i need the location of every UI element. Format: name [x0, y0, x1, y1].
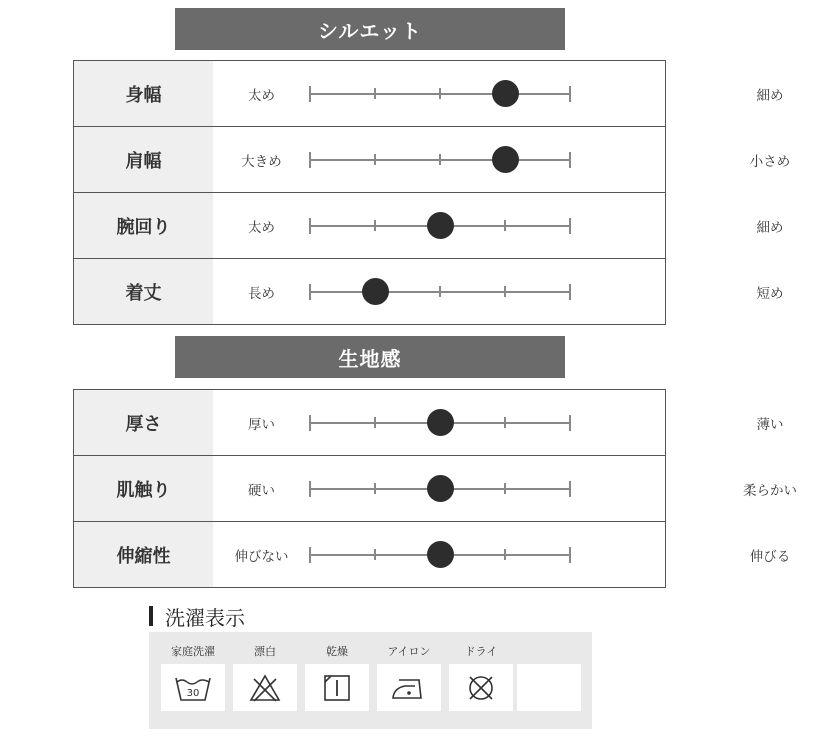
attribute-scale	[213, 390, 784, 455]
scale-tick	[569, 415, 571, 431]
care-title	[149, 603, 245, 629]
care-title-bar	[149, 606, 153, 626]
scale-tick	[309, 284, 311, 300]
scale-right-term: 小さめ	[749, 153, 791, 170]
attribute-scale	[213, 127, 791, 192]
scale-marker	[427, 212, 454, 239]
scale-tick	[569, 481, 571, 497]
scale-tick	[374, 549, 376, 560]
care-label: 家庭洗濯	[171, 645, 215, 658]
care-symbol-box	[517, 664, 581, 711]
silhouette-header	[175, 8, 565, 50]
scale-tick	[504, 286, 506, 297]
scale-marker	[427, 541, 454, 568]
scale-tick	[569, 86, 571, 102]
attribute-scale	[213, 61, 784, 126]
scale-tick	[374, 483, 376, 494]
scale-left-term: 大きめ	[241, 153, 282, 170]
attribute-label: 伸縮性	[74, 522, 213, 587]
scale-tick	[439, 154, 441, 165]
scale-tick	[309, 481, 311, 497]
scale-tick	[504, 220, 506, 231]
attribute-label: 肩幅	[74, 127, 213, 192]
scale-tick	[309, 86, 311, 102]
care-symbol-box	[377, 664, 441, 711]
attribute-scale	[213, 456, 797, 521]
scale-right-term: 細め	[756, 87, 784, 104]
scale-left-term: 太め	[248, 219, 275, 236]
scale-right-term: 柔らかい	[743, 482, 797, 499]
scale-tick	[374, 88, 376, 99]
attribute-row	[74, 61, 784, 127]
texture-header	[175, 336, 565, 378]
scale-marker	[427, 475, 454, 502]
scale-left-term: 長め	[248, 285, 275, 302]
scale-tick	[374, 154, 376, 165]
scale-tick	[439, 286, 441, 297]
silhouette-title: シルエット	[317, 18, 423, 43]
attribute-row	[74, 127, 791, 193]
scale-tick	[309, 218, 311, 234]
attribute-label: 着丈	[74, 259, 213, 324]
no-bleach-icon	[248, 673, 282, 703]
attribute-label: 身幅	[74, 61, 213, 126]
scale-tick	[504, 483, 506, 494]
care-symbol-box	[161, 664, 225, 711]
scale-right-term: 短め	[756, 285, 784, 302]
texture-table	[73, 389, 797, 588]
scale-left-term: 硬い	[248, 482, 275, 499]
attribute-scale	[213, 259, 784, 324]
attribute-label: 厚さ	[74, 390, 213, 455]
attribute-scale	[213, 522, 791, 587]
care-label: ドライ	[464, 645, 498, 658]
attribute-label: 腕回り	[74, 193, 213, 258]
care-title-text: 洗濯表示	[165, 605, 245, 630]
scale-tick	[569, 218, 571, 234]
care-symbol-box	[233, 664, 297, 711]
wash-temp: 30	[186, 687, 200, 699]
scale-tick	[309, 415, 311, 431]
care-panel	[149, 632, 592, 729]
attribute-row	[74, 259, 784, 325]
silhouette-table	[73, 60, 791, 325]
hang-dry-icon	[322, 673, 352, 703]
scale-right-term: 薄い	[756, 416, 784, 433]
attribute-scale	[213, 193, 784, 258]
no-dry-clean-icon	[465, 672, 497, 704]
texture-title: 生地感	[338, 346, 402, 371]
wash-tub-30-icon	[173, 672, 213, 704]
care-symbol-box	[305, 664, 369, 711]
scale-tick	[569, 152, 571, 168]
scale-tick	[309, 152, 311, 168]
scale-left-term: 伸びない	[234, 548, 289, 565]
scale-right-term: 細め	[756, 219, 784, 236]
scale-left-term: 太め	[248, 87, 275, 104]
scale-tick	[374, 417, 376, 428]
scale-right-term: 伸びる	[749, 548, 791, 565]
attribute-row	[74, 456, 797, 522]
scale-marker	[492, 80, 519, 107]
scale-tick	[309, 547, 311, 563]
care-label: アイロン	[387, 645, 431, 658]
scale-marker	[362, 278, 389, 305]
attribute-row	[74, 390, 784, 456]
iron-low-icon	[389, 674, 429, 702]
attribute-label: 肌触り	[74, 456, 213, 521]
care-label: 乾燥	[326, 645, 348, 658]
attribute-row	[74, 193, 784, 259]
care-symbol-box	[449, 664, 513, 711]
scale-tick	[504, 417, 506, 428]
care-label: 漂白	[254, 645, 276, 658]
scale-tick	[569, 547, 571, 563]
scale-tick	[504, 549, 506, 560]
scale-tick	[439, 88, 441, 99]
scale-marker	[492, 146, 519, 173]
scale-left-term: 厚い	[248, 416, 275, 433]
attribute-row	[74, 522, 791, 588]
scale-marker	[427, 409, 454, 436]
scale-tick	[569, 284, 571, 300]
scale-tick	[374, 220, 376, 231]
